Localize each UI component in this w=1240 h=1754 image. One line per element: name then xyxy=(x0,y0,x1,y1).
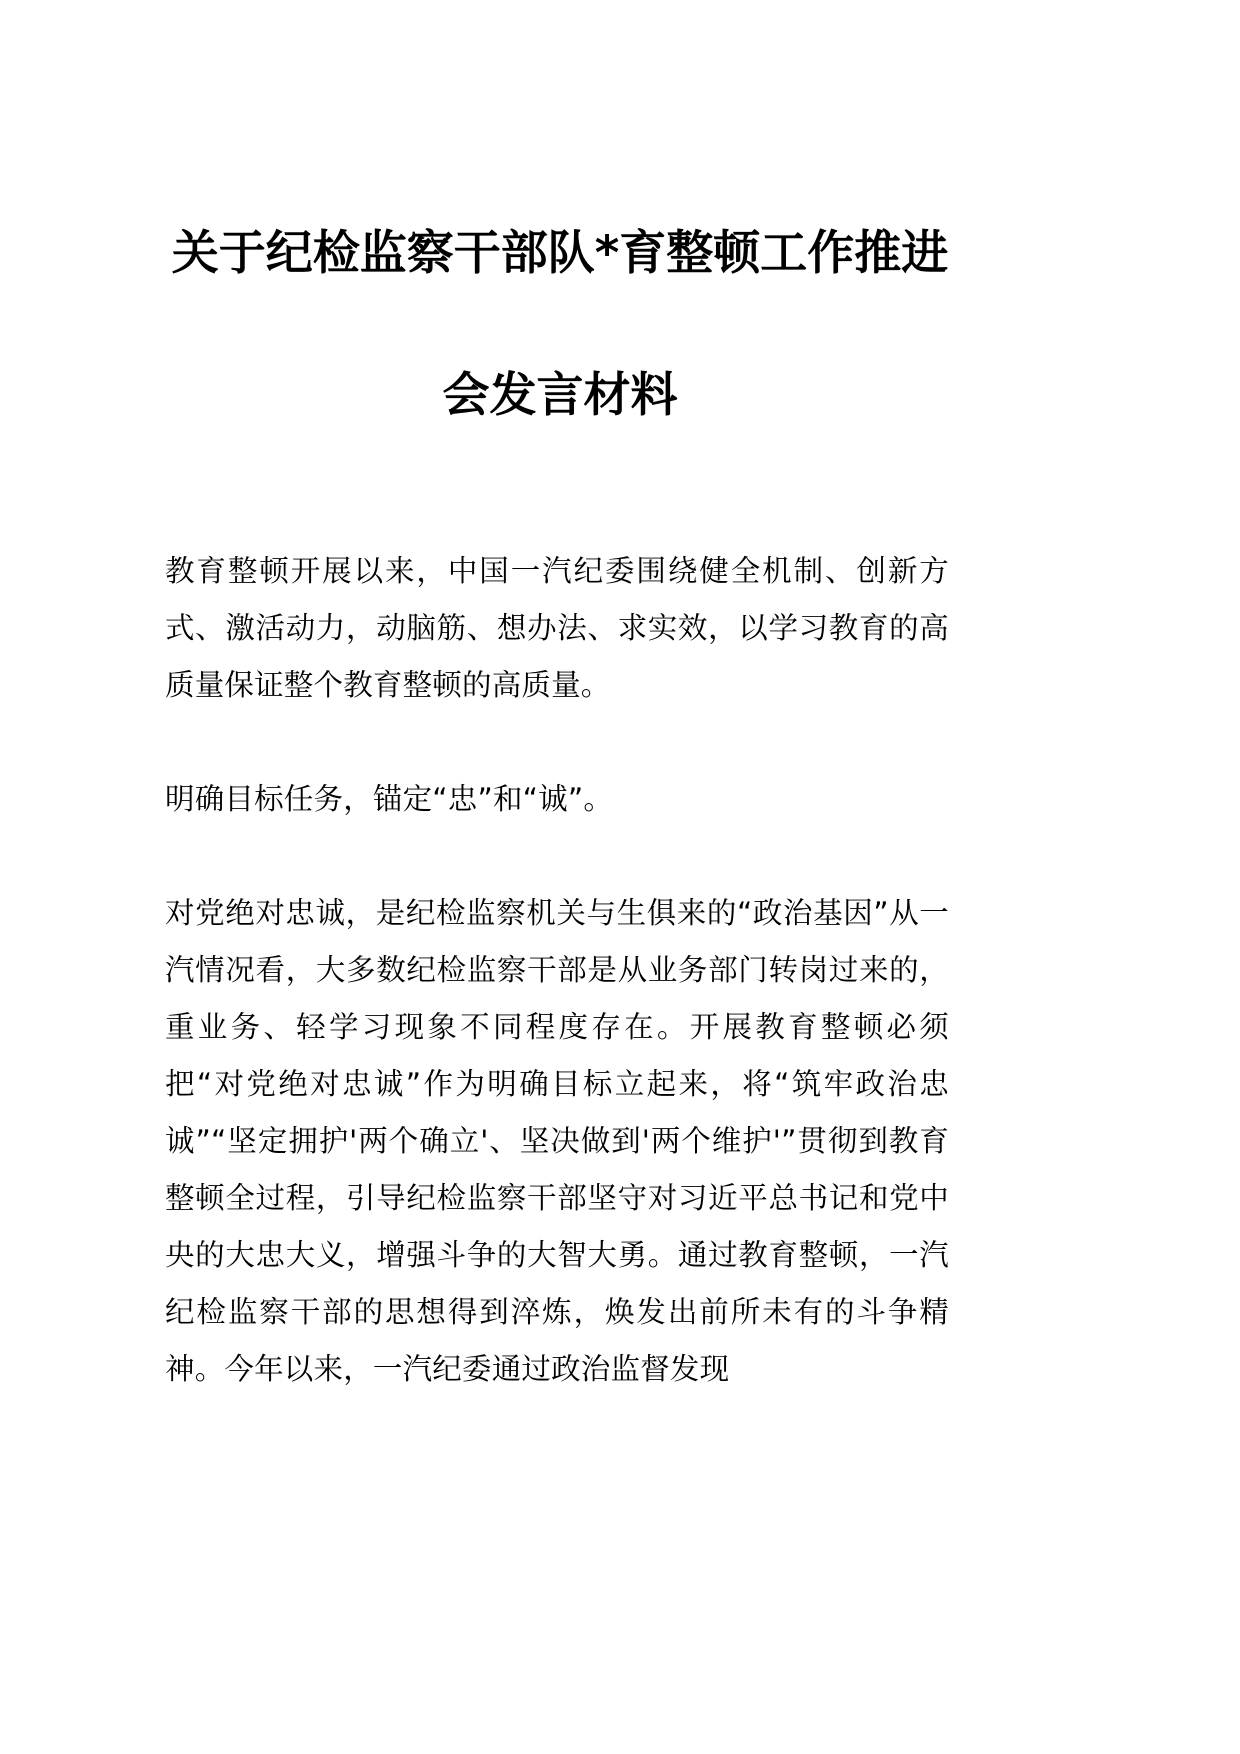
body-paragraph: 对党绝对忠诚，是纪检监察机关与生俱来的“政治基因”从一汽情况看，大多数纪检监察干部是从业务部门转岗过来的，重业务、轻学习现象不同程度存在。开展教育整顿必须把“对党绝对忠诚”作为明确目标立起来，将“筑牢政治忠诚”“坚定拥护'两个确立'、坚决做到'两个维护'”贯彻到教育整顿全过程，引导纪检监察干部坚守对习近平总书记和党中央的大忠大义，增强斗争的大智大勇。通过教育整顿，一汽纪检监察干部的思想得到淬炼，焕发出前所未有的斗争精神。今年以来，一汽纪委通过政治监督发现 xyxy=(165,896,949,1386)
document-body xyxy=(165,543,949,1398)
body-paragraph: 明确目标任务，锚定“忠”和“诚”。 xyxy=(165,782,614,816)
body-paragraph: 教育整顿开展以来，中国一汽纪委围绕健全机制、创新方式、激活动力，动脑筋、想办法、求实效，以学习教育的高质量保证整个教育整顿的高质量。 xyxy=(165,554,949,702)
page-title: 关于纪检监察干部队*育整顿工作推进会发言材料 xyxy=(171,226,949,424)
